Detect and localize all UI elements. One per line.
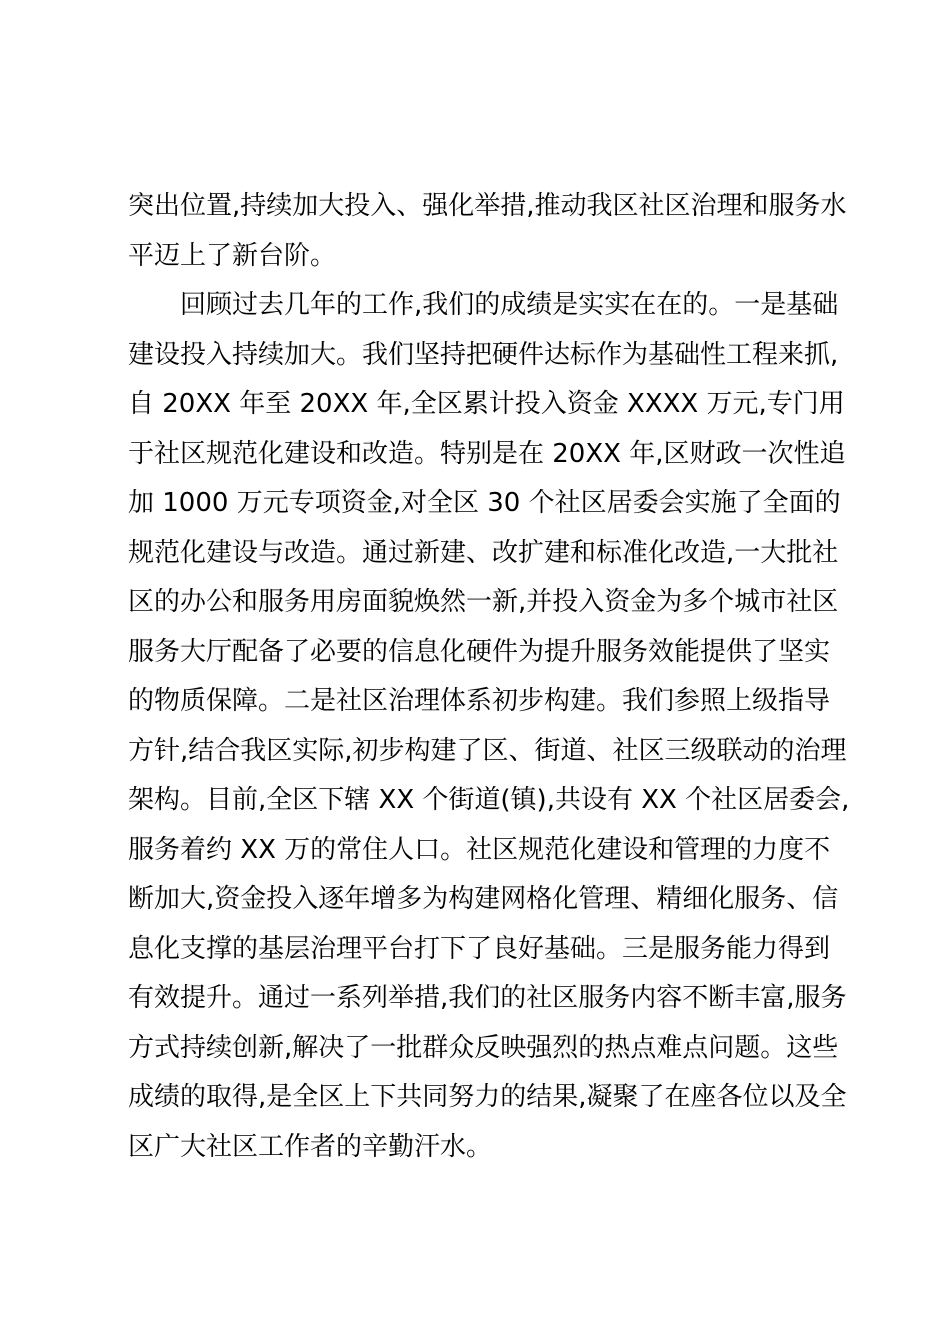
paragraph-1 [128,182,847,281]
text-line: 服务着约 XX 万的常住人口。社区规范化建设和管理的力度不 [128,834,831,865]
text-line: 有效提升。通过一系列举措,我们的社区服务内容不断丰富,服务 [128,983,847,1013]
text-line: 区广大社区工作者的辛勤汗水。 [128,1131,493,1162]
text-line: 自 20XX 年至 20XX 年,全区累计投入资金 XXXX 万元,专门用 [128,389,845,419]
text-line: 架构。目前,全区下辖 XX 个街道(镇),共设有 XX 个社区居委会, [128,785,850,815]
text-line: 区的办公和服务用房面貌焕然一新,并投入资金为多个城市社区 [128,587,839,617]
text-line: 的物质保障。二是社区治理体系初步构建。我们参照上级指导 [128,686,831,716]
text-line: 规范化建设与改造。通过新建、改扩建和标准化改造,一大批社 [128,537,839,568]
text-line: 于社区规范化建设和改造。特别是在 20XX 年,区财政一次性追 [128,438,846,469]
text-line: 加 1000 万元专项资金,对全区 30 个社区居委会实施了全面的 [128,488,841,518]
text-line: 方式持续创新,解决了一批群众反映强烈的热点难点问题。这些 [128,1032,839,1063]
text-line: 息化支撑的基层治理平台打下了良好基础。三是服务能力得到 [128,933,831,964]
text-line: 成绩的取得,是全区上下共同努力的结果,凝聚了在座各位以及全 [128,1082,847,1112]
document-page [128,182,850,1172]
text-line: 断加大,资金投入逐年增多为构建网格化管理、精细化服务、信 [128,884,839,914]
text-line: 服务大厅配备了必要的信息化硬件为提升服务效能提供了坚实 [128,636,831,667]
text-line: 突出位置,持续加大投入、强化举措,推动我区社区治理和服务水 [128,191,847,221]
text-line: 回顾过去几年的工作,我们的成绩是实实在在的。一是基础 [180,290,839,320]
text-line: 平迈上了新台阶。 [128,240,337,271]
text-line: 建设投入持续加大。我们坚持把硬件达标作为基础性工程来抓, [128,339,839,370]
paragraph-2 [128,281,850,1172]
text-line: 方针,结合我区实际,初步构建了区、街道、社区三级联动的治理 [128,735,847,766]
